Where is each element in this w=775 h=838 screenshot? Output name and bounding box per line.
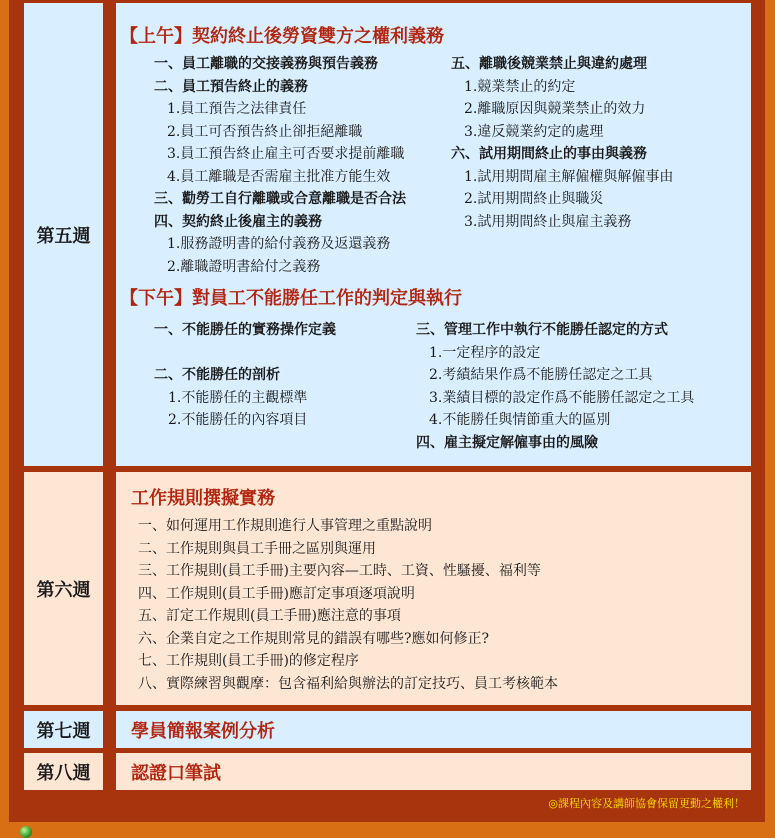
list-item: 3.違反競業約定的處理 bbox=[464, 123, 604, 140]
week8-label: 第八週 bbox=[24, 753, 103, 790]
list-item: 3.業績目標的設定作爲不能勝任認定之工具 bbox=[429, 389, 695, 406]
week8-title: 認證口筆試 bbox=[131, 763, 221, 784]
list-item: 2.試用期間終止與職災 bbox=[464, 191, 604, 207]
list-item: 二、工作規則與員工手冊之區別與運用 bbox=[138, 540, 376, 557]
list-item: 1.一定程序的設定 bbox=[429, 344, 541, 361]
list-heading: 四、雇主擬定解僱事由的風險 bbox=[416, 434, 598, 451]
list-item: 1.服務證明書的給付義務及返還義務 bbox=[167, 236, 391, 252]
list-heading: 三、管理工作中執行不能勝任認定的方式 bbox=[416, 322, 668, 338]
week7-label: 第七週 bbox=[24, 711, 103, 748]
list-item: 4.不能勝任與情節重大的區別 bbox=[429, 412, 611, 428]
list-item: 1.競業禁止的約定 bbox=[464, 78, 576, 95]
week7-content bbox=[116, 711, 751, 748]
list-item: 三、工作規則(員工手冊)主要內容—工時、工資、性騷擾、福利等 bbox=[138, 563, 541, 579]
week5-content bbox=[116, 3, 751, 466]
list-item: 1.不能勝任的主觀標準 bbox=[168, 389, 308, 406]
list-item: 一、如何運用工作規則進行人事管理之重點說明 bbox=[138, 518, 432, 534]
list-item: 4.員工離職是否需雇主批准方能生效 bbox=[167, 168, 391, 185]
list-item: 2.員工可否預告終止卻拒絕離職 bbox=[167, 123, 363, 140]
list-heading: 一、員工離職的交接義務與預告義務 bbox=[154, 56, 378, 72]
list-item: 2.離職證明書給付之義務 bbox=[167, 258, 321, 275]
list-item: 1.員工預告之法律責任 bbox=[167, 101, 307, 117]
list-heading: 二、不能勝任的剖析 bbox=[154, 367, 280, 383]
list-item: 七、工作規則(員工手冊)的修定程序 bbox=[138, 653, 359, 669]
week8-content bbox=[116, 753, 751, 790]
footer-note: ◎課程內容及講師協會保留更動之權利！ bbox=[548, 797, 745, 810]
list-item: 1.試用期間雇主解僱權與解僱事由 bbox=[464, 168, 674, 185]
list-item: 2.考績結果作爲不能勝任認定之工具 bbox=[429, 367, 653, 383]
list-heading: 三、勸勞工自行離職或合意離職是否合法 bbox=[154, 191, 406, 207]
list-heading: 四、契約終止後雇主的義務 bbox=[154, 213, 322, 230]
list-item: 五、訂定工作規則(員工手冊)應注意的事項 bbox=[138, 608, 401, 624]
week6-content bbox=[116, 472, 751, 705]
list-item: 六、企業自定之工作規則常見的錯誤有哪些?應如何修正? bbox=[138, 630, 490, 647]
list-item: 2.不能勝任的內容項目 bbox=[168, 412, 308, 428]
list-item: 2.離職原因與競業禁止的效力 bbox=[464, 101, 646, 117]
week5-label: 第五週 bbox=[24, 3, 103, 466]
week5-pm-title: 【下午】對員工不能勝任工作的判定與執行 bbox=[120, 288, 462, 309]
list-heading: 六、試用期間終止的事由與義務 bbox=[451, 146, 647, 162]
list-item: 3.試用期間終止與雇主義務 bbox=[464, 213, 632, 230]
list-item: 八、實際練習與觀摩：包含福利給與辦法的訂定技巧、員工考核範本 bbox=[138, 675, 558, 692]
list-heading: 一、不能勝任的實務操作定義 bbox=[154, 322, 336, 338]
list-heading: 二、員工預告終止的義務 bbox=[154, 78, 308, 95]
list-item: 四、工作規則(員工手冊)應訂定事項逐項說明 bbox=[138, 585, 415, 602]
list-item: 3.員工預告終止雇主可否要求提前離職 bbox=[167, 146, 405, 162]
week6-title: 工作規則撰擬實務 bbox=[131, 488, 275, 509]
green-bullet-icon bbox=[20, 826, 32, 838]
week6-label: 第六週 bbox=[24, 472, 103, 705]
week7-title: 學員簡報案例分析 bbox=[131, 721, 275, 742]
week5-am-title: 【上午】契約終止後勞資雙方之權利義務 bbox=[120, 26, 444, 47]
list-heading: 五、離職後競業禁止與違約處理 bbox=[451, 56, 647, 72]
